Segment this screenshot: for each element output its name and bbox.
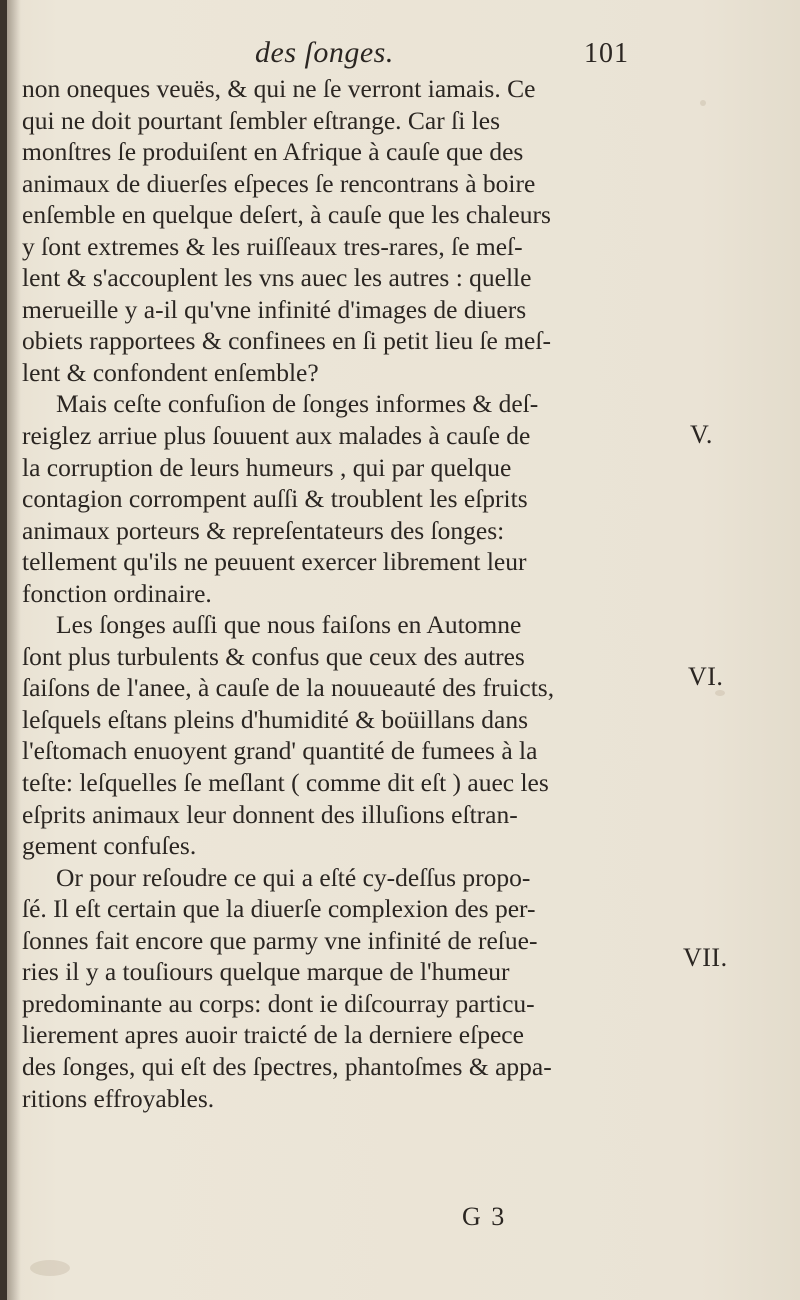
text-line: lent & confondent enſemble? — [22, 357, 319, 387]
paragraph-2 — [22, 388, 662, 609]
text-line: reiglez arriue plus ſouuent aux malades à cauſe de — [22, 421, 531, 451]
text-line: des ſonges, qui eſt des ſpectres, phantoſmes & appa- — [22, 1051, 552, 1081]
text-line: lierement apres auoir traicté de la derniere eſpece — [22, 1020, 524, 1050]
running-head: des ſonges. — [255, 36, 394, 69]
text-line: eſprits animaux leur donnent des illuſions eſtran- — [22, 799, 518, 829]
text-line: obiets rapportees & confinees en ſi petit lieu ſe meſ- — [22, 326, 551, 356]
text-line: predominante au corps: dont ie diſcourray particu- — [22, 988, 535, 1018]
marginal-numeral-vii: VII. — [683, 943, 728, 972]
foxing-spot — [30, 1260, 70, 1276]
text-line: animaux de diuerſes eſpeces ſe rencontrans à boire — [22, 168, 536, 198]
foxing-spot — [700, 100, 706, 106]
paragraph-4 — [22, 862, 662, 1114]
text-line: tellement qu'ils ne peuuent exercer librement leur — [22, 547, 527, 577]
text-line: contagion corrompent auſſi & troublent les eſprits — [22, 484, 528, 514]
body-text — [22, 73, 662, 1114]
text-line: Mais ceſte confuſion de ſonges informes & deſ- — [56, 389, 539, 419]
gutter-shadow — [7, 0, 21, 1300]
text-line: teſte: leſquelles ſe meſlant ( comme dit eſt ) auec les — [22, 768, 549, 798]
text-line: ries il y a touſiours quelque marque de l'humeur — [22, 957, 510, 987]
text-line: y ſont extremes & les ruiſſeaux tres-rares, ſe meſ- — [22, 231, 523, 261]
text-line: fonction ordinaire. — [22, 578, 212, 608]
text-line: ſont plus turbulents & confus que ceux des autres — [22, 641, 525, 671]
text-line: la corruption de leurs humeurs , qui par quelque — [22, 452, 512, 482]
marginal-numeral-vi: VI. — [688, 662, 724, 691]
paragraph-1 — [22, 73, 662, 388]
text-line: Or pour reſoudre ce qui a eſté cy-deſſus propo- — [56, 862, 531, 892]
text-line: leſquels eſtans pleins d'humidité & boüillans dans — [22, 704, 529, 734]
binding-gutter — [0, 0, 7, 1300]
text-line: qui ne doit pourtant ſembler eſtrange. Car ſi les — [22, 105, 500, 135]
text-line: animaux porteurs & repreſentateurs des ſonges: — [22, 515, 505, 545]
text-line: ritions effroyables. — [22, 1083, 215, 1113]
text-line: ſonnes fait encore que parmy vne infinité de reſue- — [22, 925, 538, 955]
text-line: non oneques veuës, & qui ne ſe verront iamais. Ce — [22, 74, 536, 103]
signature-mark: G 3 — [462, 1202, 507, 1231]
text-line: Les ſonges auſſi que nous faiſons en Automne — [56, 610, 522, 640]
text-line: ſaiſons de l'anee, à cauſe de la nouueauté des fruicts, — [22, 673, 555, 703]
text-line: enſemble en quelque deſert, à cauſe que les chaleurs — [22, 200, 551, 230]
text-line: monſtres ſe produiſent en Afrique à cauſe que des — [22, 137, 524, 167]
text-line: lent & s'accouplent les vns auec les autres : quelle — [22, 263, 532, 293]
text-line: ſé. Il eſt certain que la diuerſe complexion des per- — [22, 894, 536, 924]
page-number: 101 — [584, 38, 629, 69]
text-line: l'eſtomach enuoyent grand' quantité de fumees à la — [22, 736, 538, 766]
marginal-numeral-v: V. — [690, 420, 713, 449]
paragraph-3 — [22, 609, 662, 861]
text-line: gement confuſes. — [22, 831, 197, 861]
text-line: merueille y a-il qu'vne infinité d'images de diuers — [22, 294, 527, 324]
